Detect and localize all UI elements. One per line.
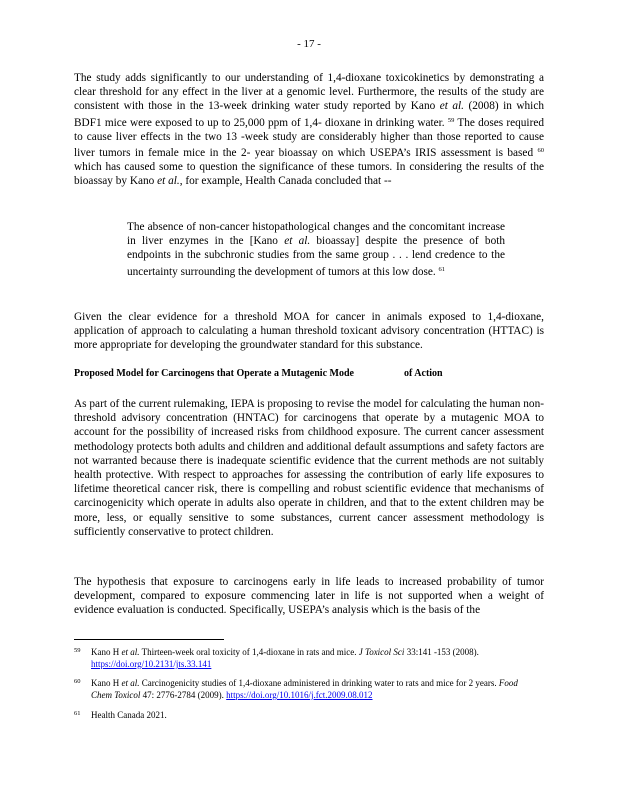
page-number: - 17 - (297, 38, 321, 50)
p1-text-5: , for example, Health Canada concluded that -- (179, 175, 392, 188)
footnote-body: Health Canada 2021. (91, 710, 167, 720)
section-heading-part1: Proposed Model for Carcinogens that Operate a Mutagenic Mode (74, 368, 354, 379)
footnote-ref-61[interactable]: 61 (438, 265, 446, 273)
paragraph-toxicokinetics (74, 71, 544, 189)
p1-text-2: (2008) in which BDF1 mice were exposed to up to 25,000 ppm of 1,4- dioxane in drinking water. (74, 100, 544, 129)
quote-text-2: bioassay] despite the presence of both endpoints in the subchronic studies from the same group . . . lend credence to the uncertainty surrounding the development of tumors at this low dose. (127, 235, 506, 278)
footnote-separator (74, 639, 224, 640)
footnote-number: 61 (74, 710, 81, 717)
doi-link-59[interactable]: https://doi.org/10.2131/jts.33.141 (91, 659, 212, 669)
footnote-text: Kano H (91, 647, 122, 657)
quote-text-1: The absence of non-cancer histopathological changes and the concomitant increase in liver enzymes in the [Kano (127, 221, 505, 248)
paragraph-hypothesis: The hypothesis that exposure to carcinogens early in life leads to increased probability of tumor development, compared to exposure commencing later in life is not supported when a weight of evidence evaluation is conducted. Specifically, USEPA’s analysis which is the basis of the (74, 576, 544, 617)
footnote-etal: et al. (121, 647, 140, 657)
p1-etal-1: et al. (439, 100, 464, 113)
section-heading (74, 368, 544, 379)
p1-etal-2: et al. (157, 175, 180, 188)
footnote-number: 59 (74, 647, 81, 654)
footnote-number: 60 (74, 678, 81, 685)
p1-text-4: which has caused some to question the significance of these tumors. In considering the results of the bioassay by Kano (74, 161, 544, 188)
footnote-journal: Food Chem Toxicol (91, 678, 518, 700)
footnote-text: Kano H (91, 678, 122, 688)
footnote-etal: et al. (121, 678, 140, 688)
quote-etal: et al. (284, 235, 311, 248)
footnote-body (91, 677, 531, 701)
p1-text-3: The doses required to cause liver effects in the two 13 -week study are considerably higher than those reported to cause liver tumors in female mice in the 2- year bioassay on which USEPA’s IRIS assessment is based (74, 116, 544, 160)
footnote-text: 33:141 -153 (2008). (404, 647, 479, 657)
paragraph-threshold-moa: Given the clear evidence for a threshold MOA for cancer in animals exposed to 1,4-dioxane, application of approach to calculating a human threshold toxicant advisory concentration (HTTAC) is more appropriate for developing the groundwater standard for this substance. (74, 311, 544, 352)
footnote-body (91, 646, 531, 670)
footnote-journal: J Toxicol Sci (358, 647, 405, 657)
block-quote-health-canada (127, 220, 505, 279)
footnote-ref-60[interactable]: 60 (537, 147, 544, 155)
doi-link-60[interactable]: https://doi.org/10.1016/j.fct.2009.08.012 (226, 690, 373, 700)
footnote-text: Carcinogenicity studies of 1,4-dioxane administered in drinking water to rats and mice for 2 years. (139, 678, 499, 688)
section-heading-part2: of Action (404, 368, 443, 379)
footnote-ref-59[interactable]: 59 (447, 116, 455, 124)
paragraph-rulemaking: As part of the current rulemaking, IEPA is proposing to revise the model for calculating the human non-threshold advisory concentration (HNTAC) for carcinogens that operate by a mutagenic MOA to account for the possibility of increased risks from childhood exposure. The current cancer assessment methodology protects both adults and children and additional default assumptions and safety factors are not warranted because there is inadequate scientific evidence that the current methods are not suitably health protective. With respect to approaches for assessing the contribution of early life exposures to lifetime theoretical cancer risk, there is compelling and robust scientific evidence that mechanisms of carcinogenicity which operate in adults also operate in children, and that to the extent children may be more, less, or equally sensitive to some substances, current cancer assessment methodology is sufficiently conservative to protect children. (74, 398, 544, 538)
footnote-text: Thirteen-week oral toxicity of 1,4-dioxane in rats and mice. (139, 647, 359, 657)
footnote-text: 47: 2776-2784 (2009). (140, 690, 227, 700)
p1-text-1: The study adds significantly to our understanding of 1,4-dioxane toxicokinetics by demonstrating a clear threshold for any effect in the liver at a genomic level. Furthermore, the results of the study are consistent with those in the 13-week drinking water study reported by Kano (74, 72, 544, 113)
